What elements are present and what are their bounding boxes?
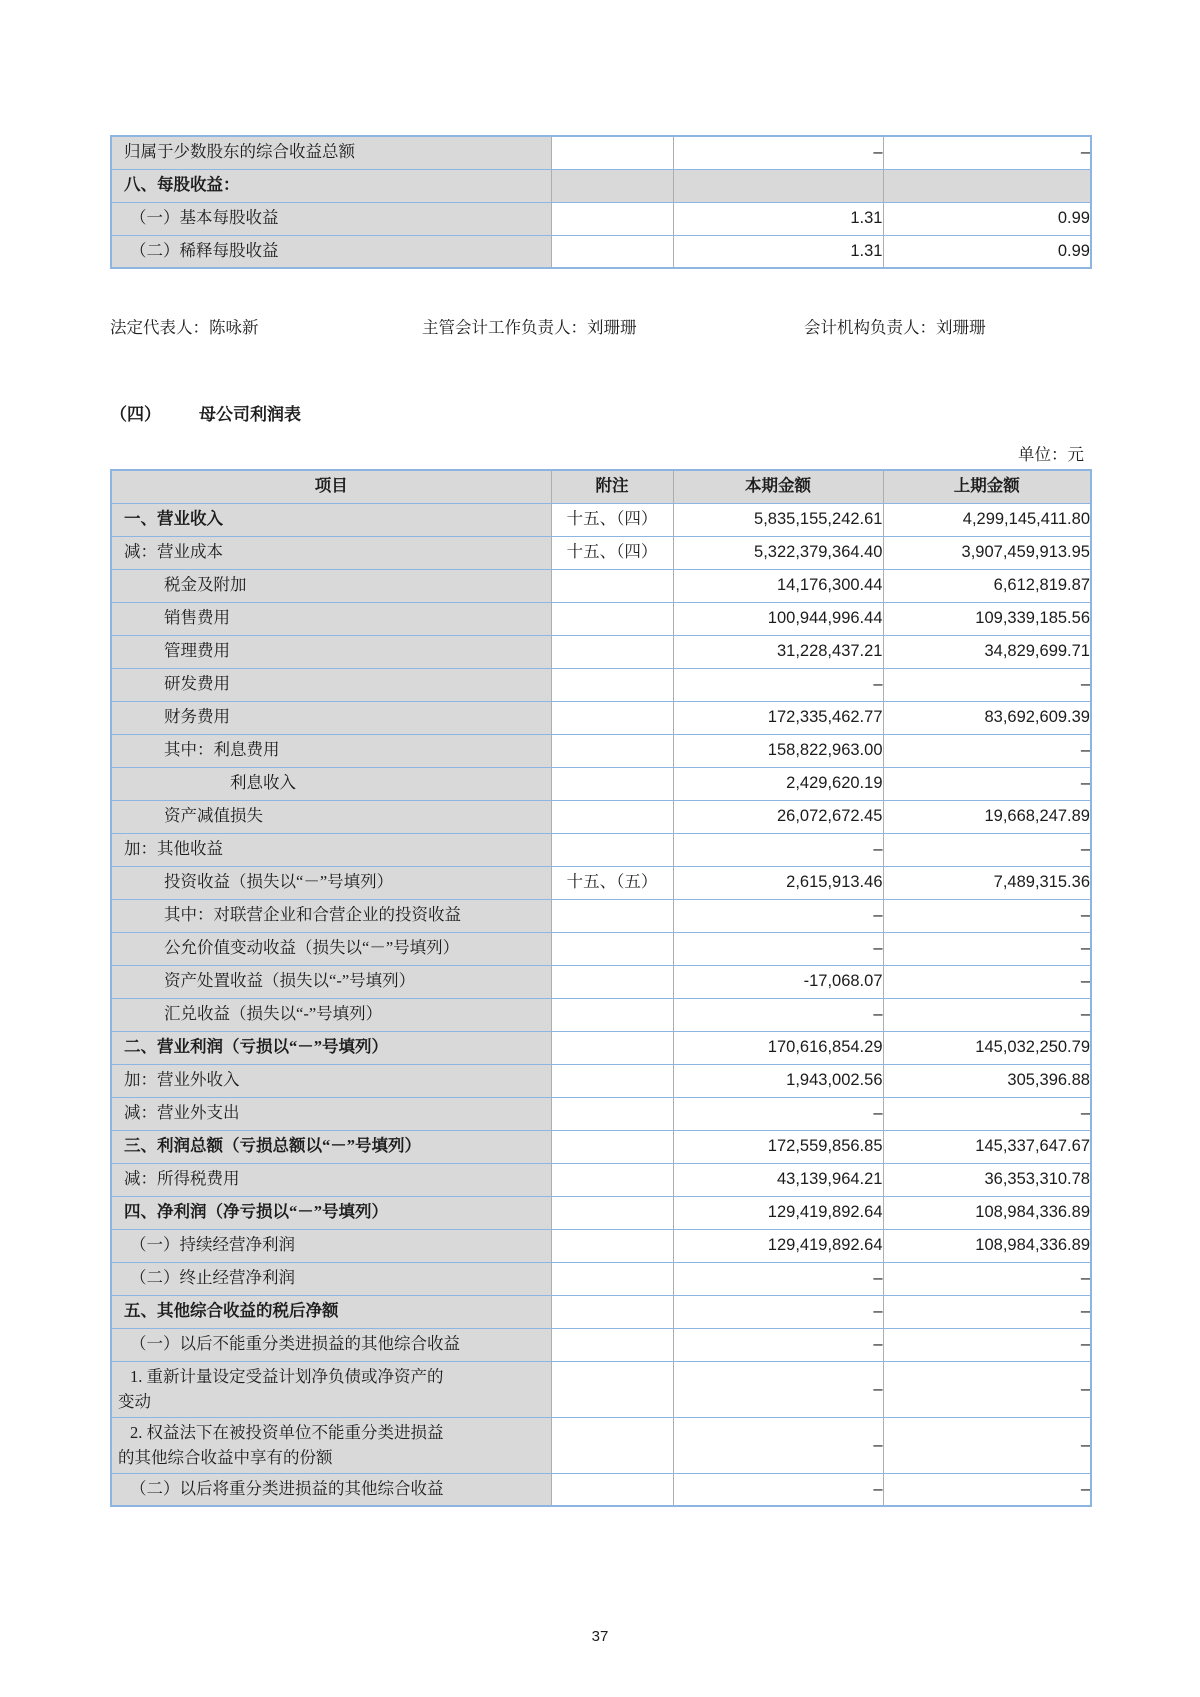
prior-period-amount-cell: – (883, 1361, 1091, 1417)
column-header-current-amount: 本期金额 (673, 470, 883, 503)
item-label-cell (111, 998, 551, 1031)
column-header-prior-amount: 上期金额 (883, 470, 1091, 503)
current-period-amount-cell: 158,822,963.00 (673, 734, 883, 767)
item-label-cell (111, 635, 551, 668)
table-row (111, 1229, 1091, 1262)
table-row (111, 1361, 1091, 1417)
item-label: 三、利润总额（亏损总额以“－”号填列） (124, 1136, 421, 1156)
prior-period-amount-cell: – (883, 965, 1091, 998)
table-row (111, 1417, 1091, 1473)
prior-period-amount-cell: 0.99 (883, 235, 1091, 268)
parent-company-income-statement-table (110, 469, 1092, 1507)
note-cell (551, 899, 673, 932)
item-label: 研发费用 (164, 674, 230, 694)
note-cell (551, 998, 673, 1031)
current-period-amount-cell: – (673, 1417, 883, 1473)
item-label-cell (111, 767, 551, 800)
item-label-cell (111, 569, 551, 602)
note-cell (551, 202, 673, 235)
item-label-cell (111, 932, 551, 965)
note-cell (551, 1295, 673, 1328)
accounting-department-head-signature: 会计机构负责人：刘珊珊 (804, 318, 986, 337)
item-label: 汇兑收益（损失以“-”号填列） (164, 1004, 383, 1024)
prior-period-amount-cell: 36,353,310.78 (883, 1163, 1091, 1196)
table-row (111, 1097, 1091, 1130)
table-row (111, 767, 1091, 800)
current-period-amount-cell: – (673, 833, 883, 866)
section-heading (110, 400, 1090, 425)
note-cell (551, 734, 673, 767)
note-cell (551, 1229, 673, 1262)
prior-period-amount-cell: 305,396.88 (883, 1064, 1091, 1097)
item-label: 1. 重新计量设定受益计划净负债或净资产的变动 (118, 1366, 444, 1412)
prior-period-amount-cell: – (883, 734, 1091, 767)
current-period-amount-cell: 1.31 (673, 202, 883, 235)
item-label: （二）终止经营净利润 (130, 1268, 295, 1288)
table-row (111, 1163, 1091, 1196)
note-cell (551, 767, 673, 800)
table-row (111, 1473, 1091, 1506)
prior-period-amount-cell: – (883, 668, 1091, 701)
item-label: 资产处置收益（损失以“-”号填列） (164, 971, 416, 991)
table-row (111, 635, 1091, 668)
prior-period-amount-cell: – (883, 1097, 1091, 1130)
item-label-cell (111, 668, 551, 701)
note-cell (551, 1417, 673, 1473)
current-period-amount-cell: 5,835,155,242.61 (673, 503, 883, 536)
prior-period-amount-cell: – (883, 998, 1091, 1031)
legal-representative-signature: 法定代表人：陈咏新 (110, 318, 259, 337)
item-label: 其中：利息费用 (164, 740, 280, 760)
note-cell (551, 635, 673, 668)
note-cell (551, 800, 673, 833)
page-number: 37 (591, 1628, 609, 1645)
current-period-amount-cell: 26,072,672.45 (673, 800, 883, 833)
table-row (111, 899, 1091, 932)
item-label-cell (111, 1163, 551, 1196)
prior-period-amount-cell: – (883, 899, 1091, 932)
item-label-cell (111, 1097, 551, 1130)
note-cell: 十五、（四） (551, 503, 673, 536)
table-header-row (111, 470, 1091, 503)
prior-period-amount-cell: 108,984,336.89 (883, 1196, 1091, 1229)
table-row (111, 1130, 1091, 1163)
column-header-item: 项目 (111, 470, 551, 503)
current-period-amount-cell: – (673, 1097, 883, 1130)
note-cell (551, 1130, 673, 1163)
item-label-cell (111, 1328, 551, 1361)
table-row (111, 1031, 1091, 1064)
current-period-amount-cell: 172,335,462.77 (673, 701, 883, 734)
table-row (111, 1328, 1091, 1361)
prior-period-amount-cell: – (883, 1328, 1091, 1361)
item-label: 管理费用 (164, 641, 230, 661)
item-label-cell (111, 1361, 551, 1417)
current-period-amount-cell: 31,228,437.21 (673, 635, 883, 668)
item-label-cell (111, 1262, 551, 1295)
current-period-amount-cell: 129,419,892.64 (673, 1196, 883, 1229)
note-cell (551, 965, 673, 998)
current-period-amount-cell: 129,419,892.64 (673, 1229, 883, 1262)
item-label-cell (111, 734, 551, 767)
table-row (111, 1262, 1091, 1295)
prior-period-amount-cell: 19,668,247.89 (883, 800, 1091, 833)
item-label-cell (111, 1196, 551, 1229)
table-row (111, 569, 1091, 602)
unit-label: 单位：元 (1018, 445, 1084, 464)
item-label: 投资收益（损失以“－”号填列） (164, 872, 394, 892)
prior-period-amount-cell (883, 169, 1091, 202)
item-label: 五、其他综合收益的税后净额 (124, 1301, 339, 1321)
item-label-cell (111, 701, 551, 734)
current-period-amount-cell: 43,139,964.21 (673, 1163, 883, 1196)
prior-period-amount-cell: 4,299,145,411.80 (883, 503, 1091, 536)
prior-period-amount-cell: 3,907,459,913.95 (883, 536, 1091, 569)
section-title: 母公司利润表 (199, 405, 301, 424)
item-label: 财务费用 (164, 707, 230, 727)
table-row (111, 235, 1091, 268)
current-period-amount-cell: 2,429,620.19 (673, 767, 883, 800)
item-label-cell (111, 602, 551, 635)
item-label-cell (111, 136, 551, 169)
prior-period-amount-cell: – (883, 1262, 1091, 1295)
note-cell (551, 136, 673, 169)
item-label-cell (111, 536, 551, 569)
item-label: （二）稀释每股收益 (130, 240, 279, 260)
table-row (111, 536, 1091, 569)
prior-period-amount-cell: 109,339,185.56 (883, 602, 1091, 635)
table-row (111, 701, 1091, 734)
item-label-cell (111, 1064, 551, 1097)
current-period-amount-cell: 1,943,002.56 (673, 1064, 883, 1097)
note-cell (551, 1097, 673, 1130)
prior-period-amount-cell: – (883, 136, 1091, 169)
item-label: （一）以后不能重分类进损益的其他综合收益 (130, 1334, 460, 1354)
current-period-amount-cell: 170,616,854.29 (673, 1031, 883, 1064)
item-label: 公允价值变动收益（损失以“－”号填列） (164, 938, 460, 958)
current-period-amount-cell: – (673, 1262, 883, 1295)
current-period-amount-cell: 100,944,996.44 (673, 602, 883, 635)
item-label: 四、净利润（净亏损以“－”号填列） (124, 1202, 388, 1222)
item-label-cell (111, 833, 551, 866)
note-cell (551, 569, 673, 602)
item-label-cell (111, 1229, 551, 1262)
item-label-cell (111, 899, 551, 932)
item-label: 减：所得税费用 (124, 1169, 240, 1189)
table-row (111, 866, 1091, 899)
table-row (111, 503, 1091, 536)
table-row (111, 932, 1091, 965)
item-label: 加：营业外收入 (124, 1070, 240, 1090)
item-label: 税金及附加 (164, 575, 247, 595)
table-row (111, 965, 1091, 998)
item-label-cell (111, 1130, 551, 1163)
table-row (111, 1295, 1091, 1328)
item-label-cell (111, 202, 551, 235)
current-period-amount-cell: – (673, 1295, 883, 1328)
current-period-amount-cell: -17,068.07 (673, 965, 883, 998)
page-content (110, 0, 1090, 1507)
item-label-cell (111, 965, 551, 998)
item-label-cell (111, 169, 551, 202)
current-period-amount-cell: – (673, 668, 883, 701)
item-label: 利息收入 (230, 773, 296, 793)
prior-period-amount-cell: – (883, 833, 1091, 866)
prior-period-amount-cell: 145,337,647.67 (883, 1130, 1091, 1163)
current-period-amount-cell: – (673, 1473, 883, 1506)
item-label-cell (111, 1417, 551, 1473)
prior-period-amount-cell: – (883, 1295, 1091, 1328)
table-row (111, 1196, 1091, 1229)
section-index: （四） (110, 405, 161, 424)
prior-period-amount-cell: 6,612,819.87 (883, 569, 1091, 602)
item-label: 销售费用 (164, 608, 230, 628)
note-cell (551, 1328, 673, 1361)
item-label: 2. 权益法下在被投资单位不能重分类进损益的其他综合收益中享有的份额 (118, 1422, 444, 1468)
prior-period-amount-cell: – (883, 932, 1091, 965)
current-period-amount-cell: – (673, 998, 883, 1031)
table-row (111, 833, 1091, 866)
signature-line (110, 314, 1090, 338)
prior-period-amount-cell: 108,984,336.89 (883, 1229, 1091, 1262)
item-label: 二、营业利润（亏损以“－”号填列） (124, 1037, 388, 1057)
current-period-amount-cell: 14,176,300.44 (673, 569, 883, 602)
item-label: 减：营业成本 (124, 542, 223, 562)
item-label: （一）持续经营净利润 (130, 1235, 295, 1255)
current-period-amount-cell: – (673, 1328, 883, 1361)
item-label-cell (111, 1295, 551, 1328)
item-label: （一）基本每股收益 (130, 208, 279, 228)
prior-period-amount-cell: – (883, 1417, 1091, 1473)
item-label: 八、每股收益： (124, 175, 240, 195)
item-label-cell (111, 800, 551, 833)
item-label-cell (111, 1031, 551, 1064)
consolidated-statement-tail-table (110, 135, 1092, 269)
item-label: 加：其他收益 (124, 839, 223, 859)
prior-period-amount-cell: – (883, 1473, 1091, 1506)
item-label: 减：营业外支出 (124, 1103, 240, 1123)
item-label: 其中：对联营企业和合营企业的投资收益 (164, 905, 461, 925)
item-label-cell (111, 235, 551, 268)
current-period-amount-cell: – (673, 932, 883, 965)
item-label-cell (111, 1473, 551, 1506)
note-cell: 十五、（五） (551, 866, 673, 899)
note-cell (551, 1262, 673, 1295)
table-row (111, 998, 1091, 1031)
chief-accounting-officer-signature: 主管会计工作负责人：刘珊珊 (422, 318, 637, 337)
table-row (111, 668, 1091, 701)
current-period-amount-cell: – (673, 1361, 883, 1417)
item-label-cell (111, 503, 551, 536)
item-label: 一、营业收入 (124, 509, 223, 529)
note-cell (551, 932, 673, 965)
note-cell (551, 1064, 673, 1097)
table-row (111, 202, 1091, 235)
prior-period-amount-cell: 145,032,250.79 (883, 1031, 1091, 1064)
item-label: （二）以后将重分类进损益的其他综合收益 (130, 1479, 444, 1499)
note-cell (551, 701, 673, 734)
current-period-amount-cell: 2,615,913.46 (673, 866, 883, 899)
table-row (111, 602, 1091, 635)
table-row (111, 800, 1091, 833)
prior-period-amount-cell: 7,489,315.36 (883, 866, 1091, 899)
note-cell (551, 1163, 673, 1196)
item-label: 归属于少数股东的综合收益总额 (124, 142, 355, 162)
table-row (111, 136, 1091, 169)
note-cell (551, 235, 673, 268)
column-header-note: 附注 (551, 470, 673, 503)
note-cell (551, 668, 673, 701)
note-cell (551, 602, 673, 635)
note-cell: 十五、（四） (551, 536, 673, 569)
prior-period-amount-cell: – (883, 767, 1091, 800)
current-period-amount-cell: – (673, 899, 883, 932)
current-period-amount-cell: 1.31 (673, 235, 883, 268)
note-cell (551, 1473, 673, 1506)
table-row (111, 169, 1091, 202)
note-cell (551, 169, 673, 202)
prior-period-amount-cell: 34,829,699.71 (883, 635, 1091, 668)
current-period-amount-cell: – (673, 136, 883, 169)
note-cell (551, 1196, 673, 1229)
table-row (111, 734, 1091, 767)
note-cell (551, 833, 673, 866)
note-cell (551, 1031, 673, 1064)
prior-period-amount-cell: 83,692,609.39 (883, 701, 1091, 734)
table-row (111, 1064, 1091, 1097)
note-cell (551, 1361, 673, 1417)
current-period-amount-cell: 172,559,856.85 (673, 1130, 883, 1163)
item-label: 资产减值损失 (164, 806, 263, 826)
current-period-amount-cell: 5,322,379,364.40 (673, 536, 883, 569)
current-period-amount-cell (673, 169, 883, 202)
prior-period-amount-cell: 0.99 (883, 202, 1091, 235)
item-label-cell (111, 866, 551, 899)
